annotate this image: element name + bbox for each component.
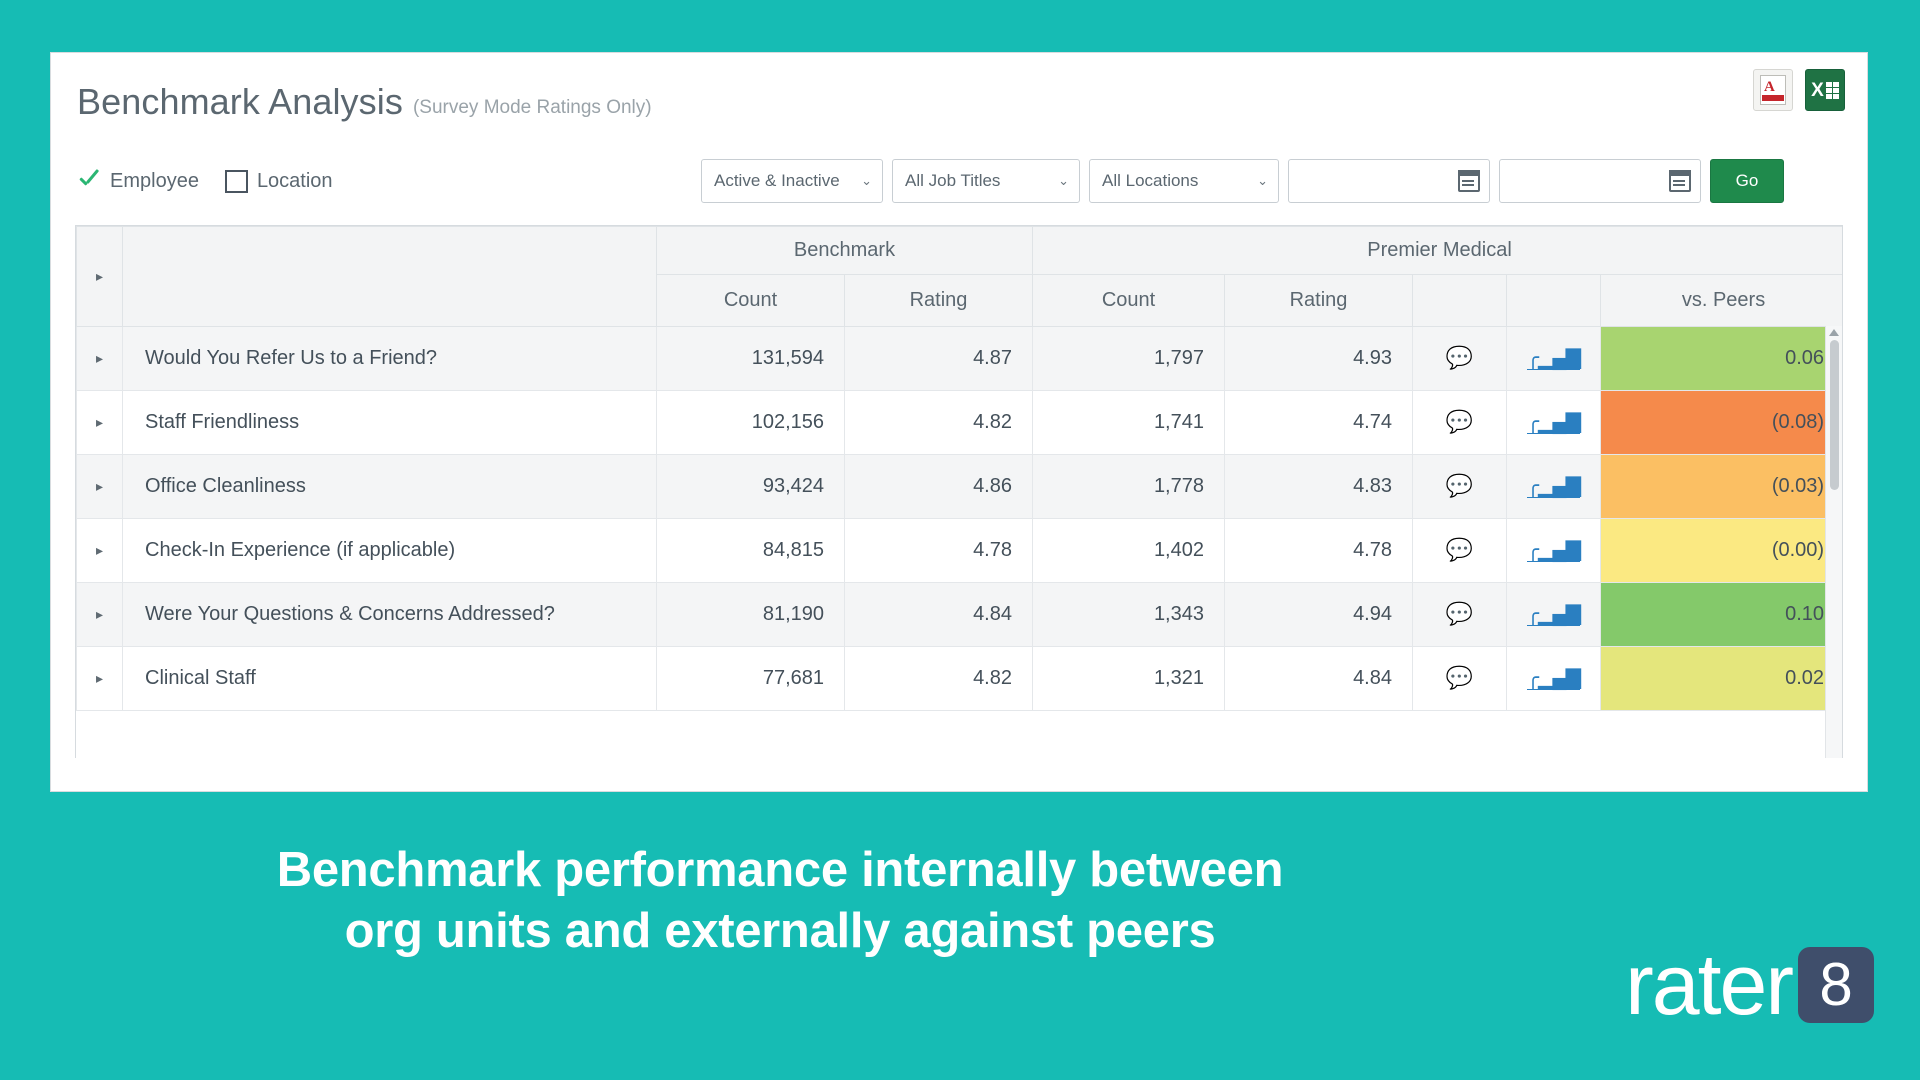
bar-chart-icon[interactable]: ╭▁▄▇ bbox=[1527, 539, 1580, 561]
row-expand-toggle[interactable]: ▸ bbox=[77, 391, 123, 455]
scope-toggles bbox=[77, 169, 333, 193]
location-select[interactable] bbox=[1089, 159, 1279, 203]
row-org-count: 1,778 bbox=[1033, 455, 1225, 519]
row-chart-cell bbox=[1507, 455, 1601, 519]
caption-line-1: Benchmark performance internally between bbox=[276, 843, 1284, 897]
vs-peers-header: vs. Peers bbox=[1601, 275, 1844, 327]
chart-column-header bbox=[1507, 275, 1601, 327]
row-comments-cell bbox=[1413, 391, 1507, 455]
go-button[interactable]: Go bbox=[1710, 159, 1784, 203]
row-benchmark-rating: 4.86 bbox=[845, 455, 1033, 519]
row-question: Office Cleanliness bbox=[123, 455, 657, 519]
benchmark-count-header: Count bbox=[657, 275, 845, 327]
logo-badge-8: 8 bbox=[1798, 947, 1874, 1023]
row-chart-cell bbox=[1507, 519, 1601, 583]
comments-column-header bbox=[1413, 275, 1507, 327]
bar-chart-icon[interactable]: ╭▁▄▇ bbox=[1527, 603, 1580, 625]
row-question: Staff Friendliness bbox=[123, 391, 657, 455]
status-select-value: Active & Inactive bbox=[714, 171, 840, 190]
bar-chart-icon[interactable]: ╭▁▄▇ bbox=[1527, 475, 1580, 497]
table-body bbox=[77, 327, 1844, 711]
row-org-count: 1,321 bbox=[1033, 647, 1225, 711]
pdf-page-shape bbox=[1760, 75, 1786, 105]
page-title: Benchmark Analysis bbox=[77, 81, 403, 122]
row-benchmark-count: 131,594 bbox=[657, 327, 845, 391]
table-group-header-row bbox=[77, 227, 1844, 275]
comment-icon[interactable]: 💬 bbox=[1445, 536, 1474, 562]
table-row[interactable] bbox=[77, 583, 1844, 647]
rater8-logo bbox=[1625, 937, 1874, 1033]
org-group-header: Premier Medical bbox=[1033, 227, 1844, 275]
row-benchmark-count: 102,156 bbox=[657, 391, 845, 455]
bar-chart-icon[interactable]: ╭▁▄▇ bbox=[1527, 667, 1580, 689]
bar-chart-icon[interactable]: ╭▁▄▇ bbox=[1527, 347, 1580, 369]
filter-bar bbox=[51, 145, 1867, 217]
row-comments-cell bbox=[1413, 519, 1507, 583]
row-expand-toggle[interactable]: ▸ bbox=[77, 583, 123, 647]
row-vs-peers: 0.10 bbox=[1601, 583, 1844, 647]
status-select[interactable] bbox=[701, 159, 883, 203]
marketing-caption bbox=[0, 840, 1560, 963]
chevron-down-icon: ⌄ bbox=[1257, 173, 1268, 188]
row-benchmark-count: 81,190 bbox=[657, 583, 845, 647]
checkmark-icon bbox=[77, 169, 101, 193]
page-subtitle: (Survey Mode Ratings Only) bbox=[412, 97, 652, 118]
comment-icon[interactable]: 💬 bbox=[1445, 664, 1474, 690]
comment-icon[interactable]: 💬 bbox=[1445, 600, 1474, 626]
table-row[interactable] bbox=[77, 455, 1844, 519]
benchmark-table bbox=[76, 226, 1843, 711]
row-vs-peers: (0.03) bbox=[1601, 455, 1844, 519]
row-comments-cell bbox=[1413, 327, 1507, 391]
row-org-rating: 4.78 bbox=[1225, 519, 1413, 583]
row-org-rating: 4.84 bbox=[1225, 647, 1413, 711]
row-chart-cell bbox=[1507, 391, 1601, 455]
table-row[interactable] bbox=[77, 519, 1844, 583]
export-excel-icon[interactable] bbox=[1805, 69, 1845, 111]
toggle-employee[interactable] bbox=[77, 169, 199, 193]
job-title-select[interactable] bbox=[892, 159, 1080, 203]
logo-wordmark: rater bbox=[1625, 937, 1792, 1033]
row-org-rating: 4.93 bbox=[1225, 327, 1413, 391]
excel-letter: X bbox=[1811, 79, 1824, 101]
row-expand-toggle[interactable]: ▸ bbox=[77, 647, 123, 711]
calendar-icon[interactable] bbox=[1458, 170, 1480, 192]
row-benchmark-rating: 4.82 bbox=[845, 391, 1033, 455]
caption-line-2: org units and externally against peers bbox=[344, 904, 1216, 959]
date-to-input[interactable] bbox=[1499, 159, 1701, 203]
table-row[interactable] bbox=[77, 647, 1844, 711]
comment-icon[interactable]: 💬 bbox=[1445, 344, 1474, 370]
row-benchmark-rating: 4.78 bbox=[845, 519, 1033, 583]
row-benchmark-rating: 4.82 bbox=[845, 647, 1033, 711]
row-vs-peers: (0.00) bbox=[1601, 519, 1844, 583]
comment-icon[interactable]: 💬 bbox=[1445, 472, 1474, 498]
scrollbar-thumb[interactable] bbox=[1830, 340, 1839, 490]
table-vertical-scrollbar[interactable] bbox=[1825, 326, 1842, 758]
row-org-rating: 4.74 bbox=[1225, 391, 1413, 455]
chevron-down-icon: ⌄ bbox=[861, 173, 872, 188]
location-select-value: All Locations bbox=[1102, 171, 1199, 190]
export-pdf-icon[interactable] bbox=[1753, 69, 1793, 111]
table-row[interactable] bbox=[77, 327, 1844, 391]
title-row bbox=[77, 81, 1867, 123]
bar-chart-icon[interactable]: ╭▁▄▇ bbox=[1527, 411, 1580, 433]
table-row[interactable] bbox=[77, 391, 1844, 455]
row-question: Check-In Experience (if applicable) bbox=[123, 519, 657, 583]
row-comments-cell bbox=[1413, 583, 1507, 647]
org-count-header: Count bbox=[1033, 275, 1225, 327]
row-chart-cell bbox=[1507, 327, 1601, 391]
row-vs-peers: 0.02 bbox=[1601, 647, 1844, 711]
scroll-up-arrow-icon[interactable] bbox=[1829, 329, 1839, 336]
comment-icon[interactable]: 💬 bbox=[1445, 408, 1474, 434]
row-benchmark-count: 84,815 bbox=[657, 519, 845, 583]
benchmark-group-header: Benchmark bbox=[657, 227, 1033, 275]
date-from-input[interactable] bbox=[1288, 159, 1490, 203]
question-column-header bbox=[123, 227, 657, 327]
row-org-rating: 4.94 bbox=[1225, 583, 1413, 647]
chevron-down-icon: ⌄ bbox=[1058, 173, 1069, 188]
filter-controls bbox=[701, 159, 1784, 203]
pdf-band bbox=[1762, 95, 1784, 101]
row-expand-toggle[interactable]: ▸ bbox=[77, 455, 123, 519]
export-buttons bbox=[1753, 69, 1845, 111]
row-chart-cell bbox=[1507, 647, 1601, 711]
row-org-rating: 4.83 bbox=[1225, 455, 1413, 519]
row-org-count: 1,402 bbox=[1033, 519, 1225, 583]
row-question: Would You Refer Us to a Friend? bbox=[123, 327, 657, 391]
row-question: Clinical Staff bbox=[123, 647, 657, 711]
checkbox-empty-icon bbox=[225, 170, 248, 193]
excel-grid-shape bbox=[1826, 82, 1839, 99]
row-comments-cell bbox=[1413, 647, 1507, 711]
row-vs-peers: 0.06 bbox=[1601, 327, 1844, 391]
table-head bbox=[77, 227, 1844, 327]
panel-header bbox=[51, 53, 1867, 145]
benchmark-rating-header: Rating bbox=[845, 275, 1033, 327]
job-title-select-value: All Job Titles bbox=[905, 171, 1001, 190]
toggle-location-label: Location bbox=[256, 169, 333, 192]
row-chart-cell bbox=[1507, 583, 1601, 647]
row-benchmark-rating: 4.87 bbox=[845, 327, 1033, 391]
benchmark-analysis-panel bbox=[50, 52, 1868, 792]
row-benchmark-rating: 4.84 bbox=[845, 583, 1033, 647]
row-expand-toggle[interactable]: ▸ bbox=[77, 519, 123, 583]
row-vs-peers: (0.08) bbox=[1601, 391, 1844, 455]
row-benchmark-count: 77,681 bbox=[657, 647, 845, 711]
toggle-employee-label: Employee bbox=[110, 169, 199, 192]
expand-all-toggle[interactable]: ▸ bbox=[77, 227, 123, 327]
calendar-icon[interactable] bbox=[1669, 170, 1691, 192]
row-comments-cell bbox=[1413, 455, 1507, 519]
pdf-letter: A bbox=[1764, 79, 1775, 95]
row-benchmark-count: 93,424 bbox=[657, 455, 845, 519]
row-org-count: 1,343 bbox=[1033, 583, 1225, 647]
row-org-count: 1,741 bbox=[1033, 391, 1225, 455]
row-org-count: 1,797 bbox=[1033, 327, 1225, 391]
benchmark-table-wrapper bbox=[75, 225, 1843, 758]
toggle-location[interactable] bbox=[225, 170, 333, 193]
org-rating-header: Rating bbox=[1225, 275, 1413, 327]
row-expand-toggle[interactable]: ▸ bbox=[77, 327, 123, 391]
row-question: Were Your Questions & Concerns Addressed? bbox=[123, 583, 657, 647]
